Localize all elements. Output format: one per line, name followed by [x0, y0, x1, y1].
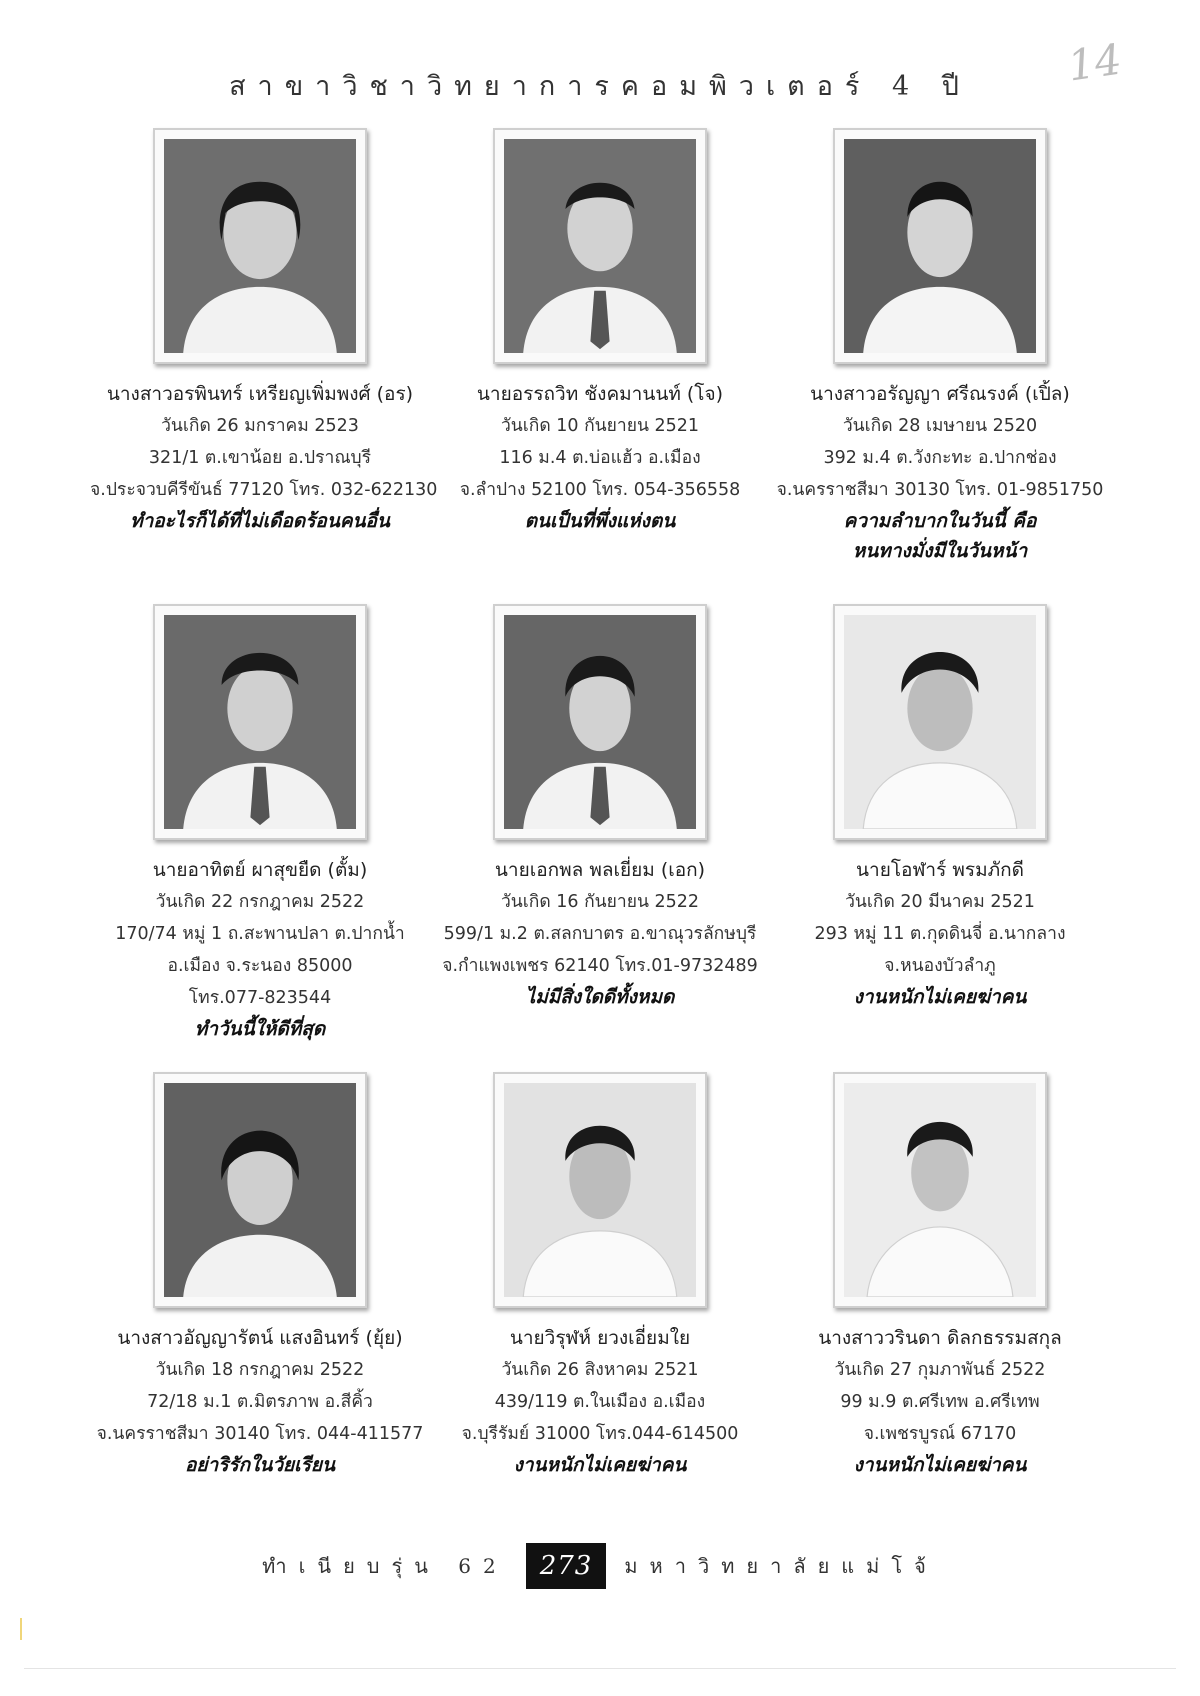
student-birthday: วันเกิด 18 กรกฎาคม 2522	[155, 1360, 365, 1380]
student-photo	[493, 604, 707, 840]
student-address-line1: 99 ม.9 ต.ศรีเทพ อ.ศรีเทพ	[840, 1392, 1040, 1412]
corner-page-mark: 14	[1064, 34, 1125, 91]
student-card	[430, 128, 770, 536]
student-birthday: วันเกิด 26 มกราคม 2523	[161, 416, 359, 436]
student-address-line2: จ.เพชรบูรณ์ 67170	[863, 1424, 1017, 1444]
student-address-line1: 599/1 ม.2 ต.สลกบาตร อ.ขาณุวรลักษบุรี	[443, 924, 757, 944]
student-birthday: วันเกิด 28 เมษายน 2520	[842, 416, 1038, 436]
student-motto-line1: ทำอะไรก็ได้ที่ไม่เดือดร้อนคนอื่น	[130, 510, 390, 532]
student-photo	[833, 604, 1047, 840]
footer-yearbook-label: ทำเนียบรุ่น 62	[262, 1554, 508, 1578]
portrait-placeholder-icon	[844, 1083, 1036, 1297]
student-birthday: วันเกิด 16 กันยายน 2522	[500, 892, 700, 912]
student-birthday: วันเกิด 27 กุมภาพันธ์ 2522	[834, 1360, 1046, 1380]
student-card	[430, 1072, 770, 1480]
portrait-placeholder-icon	[844, 139, 1036, 353]
student-card	[770, 604, 1110, 1012]
portrait-placeholder-icon	[844, 615, 1036, 829]
student-name: นางสาวอรัญญา ศรีณรงค์ (เปิ้ล)	[810, 383, 1070, 405]
student-address-line1: 439/119 ต.ในเมือง อ.เมือง	[494, 1392, 706, 1412]
student-address-line1: 321/1 ต.เขาน้อย อ.ปราณบุรี	[148, 448, 372, 468]
student-address-line2: อ.เมือง จ.ระนอง 85000	[167, 956, 353, 976]
student-card	[90, 128, 438, 536]
student-birthday: วันเกิด 22 กรกฎาคม 2522	[155, 892, 365, 912]
student-motto-line1: ตนเป็นที่พึ่งแห่งตน	[524, 510, 676, 532]
page-title: สาขาวิชาวิทยาการคอมพิวเตอร์ 4 ปี	[229, 71, 971, 102]
student-photo	[833, 128, 1047, 364]
student-motto-line1: งานหนักไม่เคยฆ่าคน	[853, 986, 1027, 1008]
student-address-line1: 72/18 ม.1 ต.มิตรภาพ อ.สีคิ้ว	[147, 1392, 373, 1412]
student-card	[430, 604, 770, 1012]
bottom-scan-edge	[24, 1668, 1176, 1669]
footer-university-label: มหาวิทยาลัยแม่โจ้	[624, 1554, 938, 1578]
page-number: 273	[526, 1543, 607, 1589]
student-address-line2: จ.กำแพงเพชร 62140 โทร.01-9732489	[442, 956, 758, 976]
student-photo	[153, 604, 367, 840]
student-birthday: วันเกิด 20 มีนาคม 2521	[845, 892, 1035, 912]
student-address-line2: จ.ประจวบคีรีขันธ์ 77120 โทร. 032-622130	[90, 480, 438, 500]
student-card	[90, 604, 430, 1044]
student-motto-line1: ความลำบากในวันนี้ คือ	[843, 510, 1037, 532]
student-photo	[833, 1072, 1047, 1308]
student-card	[90, 1072, 430, 1480]
student-address-line1: 116 ม.4 ต.บ่อแฮ้ว อ.เมือง	[499, 448, 701, 468]
student-name: นายอรรถวิท ชังคมานนท์ (โจ)	[476, 383, 724, 405]
student-address-line2: จ.นครราชสีมา 30140 โทร. 044-411577	[96, 1424, 424, 1444]
student-name: นายโอฬาร์ พรมภักดี	[856, 859, 1024, 881]
student-address-line2: จ.บุรีรัมย์ 31000 โทร.044-614500	[461, 1424, 739, 1444]
student-name: นางสาวอัญญารัตน์ แสงอินทร์ (ยุ้ย)	[117, 1327, 403, 1349]
student-name: นางสาวอรพินทร์ เหรียญเพิ่มพงศ์ (อร)	[106, 383, 414, 405]
student-address-line2: จ.นครราชสีมา 30130 โทร. 01-9851750	[776, 480, 1104, 500]
page-footer	[0, 1536, 1200, 1596]
student-motto-line1: งานหนักไม่เคยฆ่าคน	[853, 1454, 1027, 1476]
student-photo	[493, 1072, 707, 1308]
student-motto-line1: ทำวันนี้ให้ดีที่สุด	[194, 1018, 326, 1040]
student-address-line1: 170/74 หมู่ 1 ถ.สะพานปลา ต.ปากน้ำ	[115, 924, 405, 944]
student-motto-line1: งานหนักไม่เคยฆ่าคน	[513, 1454, 687, 1476]
portrait-placeholder-icon	[164, 615, 356, 829]
portrait-placeholder-icon	[504, 615, 696, 829]
student-name: นายเอกพล พลเยี่ยม (เอก)	[494, 859, 706, 881]
student-phone: โทร.077-823544	[188, 988, 332, 1008]
student-address-line1: 293 หมู่ 11 ต.กุดดินจี่ อ.นากลาง	[814, 924, 1066, 944]
student-card	[770, 1072, 1110, 1480]
student-motto-line2: หนทางมั่งมีในวันหน้า	[852, 540, 1028, 562]
portrait-placeholder-icon	[504, 139, 696, 353]
portrait-placeholder-icon	[164, 139, 356, 353]
student-address-line2: จ.หนองบัวลำภู	[884, 956, 996, 976]
student-motto-line1: ไม่มีสิ่งใดดีทั้งหมด	[525, 986, 675, 1008]
student-address-line1: 392 ม.4 ต.วังกะทะ อ.ปากช่อง	[823, 448, 1057, 468]
student-grid	[90, 128, 1110, 1508]
student-photo	[493, 128, 707, 364]
scan-mark	[20, 1618, 22, 1640]
student-birthday: วันเกิด 10 กันยายน 2521	[500, 416, 700, 436]
student-card	[770, 128, 1110, 566]
student-name: นายวิรุฬห์ ยวงเอี่ยมใย	[509, 1327, 691, 1349]
student-motto-line1: อย่าริรักในวัยเรียน	[184, 1454, 335, 1476]
student-photo	[153, 1072, 367, 1308]
student-photo	[153, 128, 367, 364]
student-name: นายอาทิตย์ ผาสุขยืด (ตั้ม)	[152, 859, 368, 881]
portrait-placeholder-icon	[164, 1083, 356, 1297]
portrait-placeholder-icon	[504, 1083, 696, 1297]
student-address-line2: จ.ลำปาง 52100 โทร. 054-356558	[459, 480, 741, 500]
student-name: นางสาววรินดา ดิลกธรรมสกุล	[818, 1327, 1062, 1349]
student-birthday: วันเกิด 26 สิงหาคม 2521	[501, 1360, 699, 1380]
